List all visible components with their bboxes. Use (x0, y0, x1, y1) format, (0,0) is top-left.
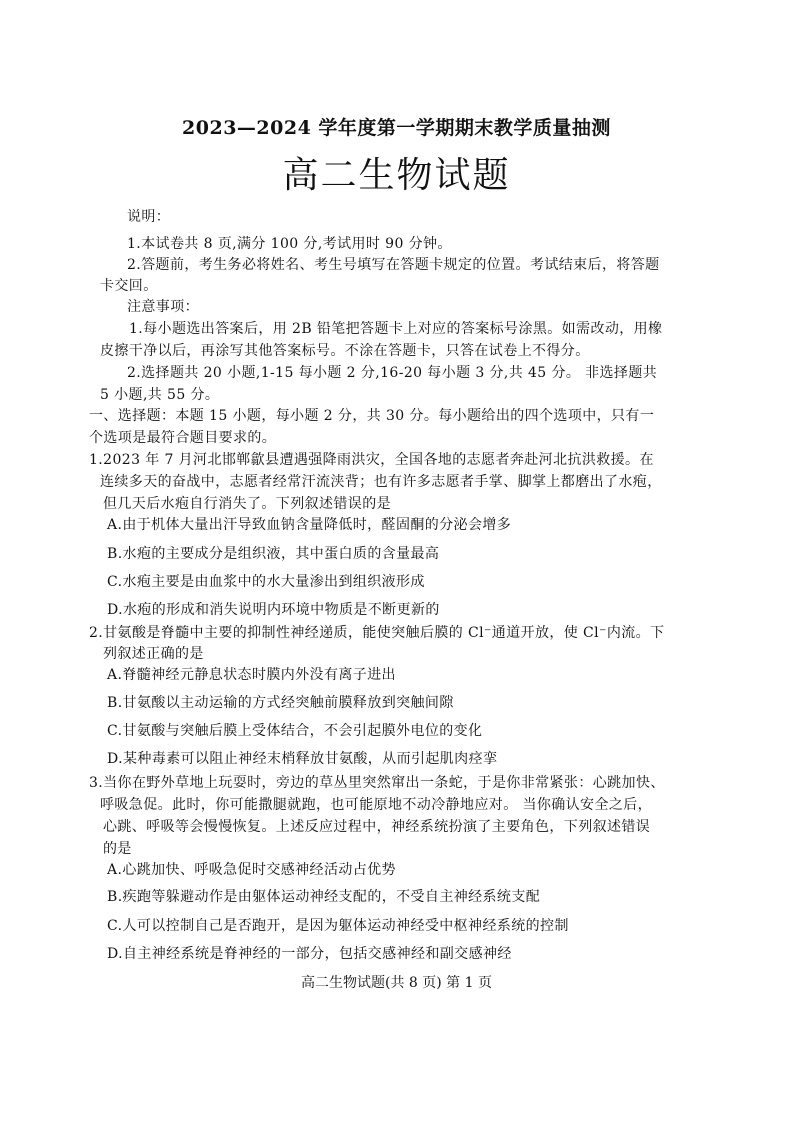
question-1-stem-line-2: 连续多天的奋战中，志愿者经常汗流浃背；也有许多志愿者手掌、脚掌上都磨出了水疱， (100, 474, 662, 490)
notes-item-2-line-2: 5 小题,共 55 分。 (100, 387, 220, 403)
question-1-option-b: B.水疱的主要成分是组织液，其中蛋白质的含量最高 (107, 546, 440, 562)
notes-item-1-line-2: 皮擦干净以后，再涂写其他答案标号。不涂在答题卡，只答在试卷上不得分。 (100, 343, 590, 359)
instructions-item-1: 1.本试卷共 8 页,满分 100 分,考试用时 90 分钟。 (127, 236, 452, 252)
question-2-option-c: C.甘氨酸与突触后膜上受体结合，不会引起膜外电位的变化 (107, 723, 483, 739)
question-3-option-a: A.心跳加快、呼吸急促时交感神经活动占优势 (107, 862, 396, 878)
question-1-option-d: D.水疱的形成和消失说明内环境中物质是不断更新的 (107, 602, 440, 618)
question-1-option-c: C.水疱主要是由血浆中的水大量渗出到组织液形成 (107, 574, 425, 590)
question-2-option-d: D.某种毒素可以阻止神经末梢释放甘氨酸，从而引起肌肉痉挛 (107, 751, 498, 767)
question-2-stem-line-1: 2.甘氨酸是脊髓中主要的抑制性神经递质，能使突触后膜的 Cl⁻通道开放，使 Cl⁻内流。下 (89, 625, 665, 641)
question-1-option-a: A.由于机体大量出汗导致血钠含量降低时，醛固酮的分泌会增多 (107, 517, 512, 533)
question-2-option-a: A.脊髓神经元静息状态时膜内外没有离子进出 (107, 667, 396, 683)
question-3-stem-line-1: 3.当你在野外草地上玩耍时，旁边的草丛里突然窜出一条蛇，于是你非常紧张：心跳加快、 (89, 775, 665, 791)
question-3-stem-line-2: 呼吸急促。此时，你可能撒腿就跑，也可能原地不动冷静地应对。 当你确认安全之后， (100, 797, 653, 813)
instructions-heading: 说明： (127, 209, 171, 225)
notes-item-1-line-1: 1.每小题选出答案后，用 2B 铅笔把答题卡上对应的答案标号涂黑。如需改动，用橡 (129, 321, 663, 337)
question-3-stem-line-4: 的是 (103, 841, 132, 857)
question-3-option-c: C.人可以控制自己是否跑开，是因为躯体运动神经受中枢神经系统的控制 (107, 918, 569, 934)
question-3-stem-line-3: 心跳、呼吸等会慢慢恢复。上述反应过程中，神经系统扮演了主要角色，下列叙述错误 (103, 819, 651, 835)
subject-title: 高二生物试题 (282, 155, 511, 196)
exam-title: 2023—2024 学年度第一学期期末教学质量抽测 (182, 117, 611, 139)
question-2-option-b: B.甘氨酸以主动运输的方式经突触前膜释放到突触间隙 (107, 695, 454, 711)
question-2-stem-line-2: 列叙述正确的是 (103, 646, 204, 662)
instructions-item-2-line-1: 2.答题前，考生务必将姓名、考生号填写在答题卡规定的位置。考试结束后，将答题 (127, 257, 660, 273)
question-1-stem-line-3: 但几天后水疱自行消失了。下列叙述错误的是 (103, 496, 391, 512)
question-1-stem-line-1: 1.2023 年 7 月河北邯郸歙县遭遇强降雨洪灾，全国各地的志愿者奔赴河北抗洪救援。在 (89, 452, 654, 468)
page-footer: 高二生物试题(共 8 页) 第 1 页 (301, 975, 492, 991)
question-3-option-b: B.疾跑等躲避动作是由躯体运动神经支配的，不受自主神经系统支配 (107, 889, 541, 905)
notes-heading: 注意事项： (127, 299, 199, 315)
section-heading-line-2: 个选项是最符合题目要求的。 (89, 430, 277, 446)
notes-item-2-line-1: 2.选择题共 20 小题,1-15 每小题 2 分,16-20 每小题 3 分,共 45 分。 非选择题共 (127, 365, 658, 381)
section-heading-line-1: 一、选择题：本题 15 小题，每小题 2 分，共 30 分。每小题给出的四个选项中，只有一 (89, 408, 655, 424)
instructions-item-2-line-2: 卡交回。 (100, 278, 158, 294)
question-3-option-d: D.自主神经系统是脊神经的一部分，包括交感神经和副交感神经 (107, 946, 512, 962)
